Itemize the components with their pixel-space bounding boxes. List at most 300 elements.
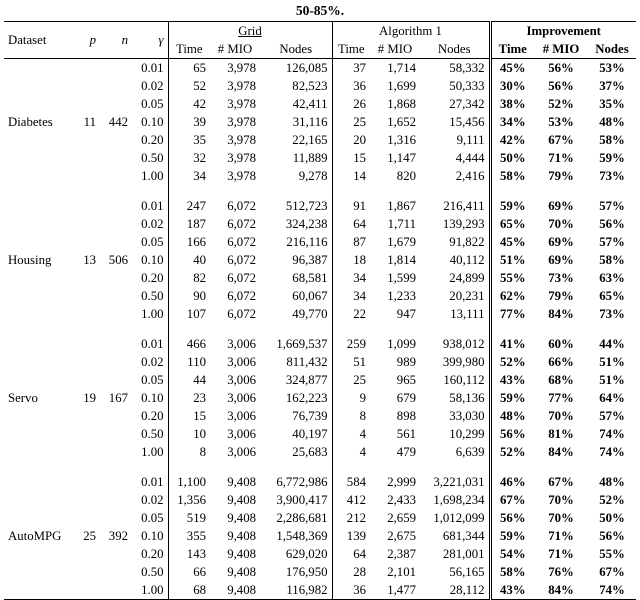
grid-nodes-cell: 82,523 (260, 77, 332, 95)
n-value-cell (100, 77, 132, 95)
improvement-nodes-cell: 37% (599, 79, 625, 93)
spacer-cell (100, 461, 132, 473)
algorithm1-nodes-cell: 2,416 (455, 169, 485, 183)
p-value-cell: 25 (83, 529, 96, 543)
gamma-value-cell: 0.05 (132, 371, 168, 389)
algorithm1-time-cell: 25 (353, 373, 366, 387)
grid-nodes-cell: 76,739 (260, 407, 332, 425)
grid-nodes-cell: 116,982 (260, 581, 332, 600)
n-value-cell: 506 (108, 253, 128, 267)
improvement-nodes-cell: 55% (599, 547, 625, 561)
table-row (4, 149, 636, 167)
table-row (4, 113, 636, 131)
dataset-name-cell (4, 425, 74, 443)
algorithm1-time-header: Time (337, 42, 365, 56)
col-header-n: n (121, 33, 128, 47)
group-spacer-row (4, 185, 636, 197)
col-header-p: p (89, 33, 96, 47)
spacer-cell (534, 461, 588, 473)
table-caption: 50-85%. (295, 3, 345, 18)
table-row (4, 425, 636, 443)
col-header-gamma: γ (132, 22, 168, 59)
p-value-cell (74, 197, 100, 215)
grid-mio-cell: 3,978 (227, 115, 256, 129)
improvement-time-cell: 56% (490, 425, 534, 443)
gamma-value-cell: 0.05 (132, 233, 168, 251)
p-value-cell: 11 (83, 115, 96, 129)
grid-time-cell: 8 (199, 445, 206, 459)
grid-mio-cell: 6,072 (227, 289, 256, 303)
improvement-nodes-cell: 65% (599, 289, 625, 303)
improvement-nodes-cell: 67% (599, 565, 625, 579)
grid-time-cell: 52 (193, 79, 206, 93)
algorithm1-nodes-cell: 20,231 (449, 289, 485, 303)
improvement-time-cell: 42% (490, 131, 534, 149)
algorithm1-nodes-cell: 681,344 (442, 529, 485, 543)
table-row (4, 131, 636, 149)
grid-time-cell: 110 (187, 355, 206, 369)
improvement-mio-cell: 70% (548, 493, 574, 507)
grid-mio-cell: 3,978 (227, 151, 256, 165)
algorithm1-mio-cell: 1,699 (387, 79, 416, 93)
grid-time-cell: 143 (186, 547, 206, 561)
grid-time-cell: 519 (186, 511, 206, 525)
gamma-value-cell: 0.05 (132, 95, 168, 113)
improvement-time-cell: 45% (490, 233, 534, 251)
grid-nodes-cell: 324,238 (260, 215, 332, 233)
gamma-value-cell: 0.20 (132, 407, 168, 425)
col-header-dataset: Dataset (8, 33, 47, 47)
dataset-name-cell (4, 563, 74, 581)
gamma-value-cell: 0.50 (132, 563, 168, 581)
spacer-cell (370, 461, 420, 473)
grid-mio-cell: 6,072 (227, 271, 256, 285)
gamma-value-cell: 0.01 (132, 335, 168, 353)
grid-mio-cell: 6,072 (227, 235, 256, 249)
gamma-value-cell: 0.50 (132, 425, 168, 443)
spacer-cell (588, 323, 636, 335)
improvement-time-cell: 58% (490, 167, 534, 185)
algorithm1-mio-cell: 1,814 (387, 253, 416, 267)
improvement-time-cell: 67% (490, 491, 534, 509)
algorithm1-mio-cell: 2,101 (387, 565, 416, 579)
n-value-cell (100, 443, 132, 461)
algorithm1-time-cell: 20 (353, 133, 366, 147)
grid-time-cell: 355 (186, 529, 206, 543)
dataset-name-cell (4, 443, 74, 461)
grid-time-cell: 39 (193, 115, 206, 129)
grid-time-cell: 1,100 (177, 475, 206, 489)
table-row (4, 491, 636, 509)
gamma-value-cell: 0.20 (132, 131, 168, 149)
n-value-cell (100, 95, 132, 113)
algorithm1-mio-cell: 1,867 (387, 199, 416, 213)
algorithm1-nodes-cell: 56,165 (449, 565, 485, 579)
grid-time-cell: 35 (193, 133, 206, 147)
spacer-cell (168, 461, 210, 473)
table-row (4, 527, 636, 545)
improvement-mio-cell: 70% (548, 217, 574, 231)
p-value-cell (74, 563, 100, 581)
improvement-mio-cell: 84% (548, 445, 574, 459)
grid-mio-header: # MIO (217, 42, 253, 56)
p-value-cell (74, 425, 100, 443)
dataset-name-cell: Servo (8, 391, 38, 405)
algorithm1-time-cell: 34 (353, 271, 366, 285)
grid-mio-cell: 9,408 (227, 511, 256, 525)
dataset-name-cell (4, 407, 74, 425)
n-value-cell (100, 197, 132, 215)
grid-time-cell: 166 (186, 235, 206, 249)
p-value-cell (74, 581, 100, 600)
algorithm1-mio-cell: 2,999 (387, 475, 416, 489)
grid-mio-cell: 6,072 (227, 307, 256, 321)
n-value-cell (100, 581, 132, 600)
dataset-name-cell (4, 95, 74, 113)
n-value-cell (100, 287, 132, 305)
improvement-mio-cell: 60% (548, 337, 574, 351)
grid-mio-cell: 3,006 (227, 445, 256, 459)
table-row (4, 233, 636, 251)
algorithm1-nodes-cell: 24,899 (449, 271, 485, 285)
gamma-value-cell: 0.10 (132, 251, 168, 269)
grid-mio-cell: 9,408 (227, 565, 256, 579)
n-value-cell (100, 269, 132, 287)
algorithm1-mio-cell: 1,711 (387, 217, 416, 231)
p-value-cell (74, 95, 100, 113)
dataset-name-cell (4, 131, 74, 149)
improvement-mio-cell: 77% (548, 391, 574, 405)
algorithm1-mio-cell: 1,652 (387, 115, 416, 129)
n-value-cell (100, 233, 132, 251)
grid-nodes-cell: 3,900,417 (260, 491, 332, 509)
p-value-cell (74, 407, 100, 425)
dataset-name-cell (4, 215, 74, 233)
table-row (4, 215, 636, 233)
improvement-mio-cell: 53% (548, 115, 574, 129)
spacer-cell (332, 185, 370, 197)
grid-time-cell: 34 (193, 169, 206, 183)
spacer-cell (210, 323, 260, 335)
algorithm1-mio-cell: 679 (396, 391, 416, 405)
grid-mio-cell: 3,006 (227, 427, 256, 441)
grid-group-label: Grid (238, 24, 262, 38)
algorithm1-nodes-cell: 50,333 (449, 79, 485, 93)
gamma-value-cell: 0.02 (132, 491, 168, 509)
gamma-value-cell: 0.05 (132, 509, 168, 527)
algorithm1-mio-cell: 479 (396, 445, 416, 459)
improvement-time-cell: 43% (490, 371, 534, 389)
algorithm1-mio-cell: 1,233 (387, 289, 416, 303)
improvement-time-cell: 58% (490, 563, 534, 581)
dataset-name-cell (4, 287, 74, 305)
gamma-value-cell: 0.02 (132, 77, 168, 95)
table-row (4, 197, 636, 215)
spacer-cell (132, 461, 168, 473)
improvement-time-cell: 54% (490, 545, 534, 563)
algorithm1-time-cell: 36 (353, 583, 366, 597)
grid-mio-cell: 3,978 (227, 169, 256, 183)
algorithm1-nodes-cell: 10,299 (449, 427, 485, 441)
gamma-value-cell: 1.00 (132, 581, 168, 600)
improvement-nodes-cell: 56% (599, 217, 625, 231)
spacer-cell (534, 185, 588, 197)
p-value-cell (74, 287, 100, 305)
improvement-nodes-cell: 73% (599, 307, 625, 321)
improvement-time-cell: 56% (490, 509, 534, 527)
grid-time-cell: 10 (193, 427, 206, 441)
improvement-mio-cell: 84% (548, 307, 574, 321)
algorithm1-mio-cell: 898 (396, 409, 416, 423)
p-value-cell (74, 149, 100, 167)
algorithm1-time-cell: 15 (353, 151, 366, 165)
spacer-cell (420, 185, 490, 197)
improvement-time-cell: 55% (490, 269, 534, 287)
gamma-value-cell: 0.10 (132, 527, 168, 545)
improvement-mio-cell: 84% (548, 583, 574, 597)
grid-time-cell: 107 (186, 307, 206, 321)
table-row (4, 509, 636, 527)
algorithm1-time-cell: 139 (346, 529, 366, 543)
spacer-cell (74, 185, 100, 197)
improvement-time-cell: 34% (490, 113, 534, 131)
gamma-value-cell: 0.10 (132, 389, 168, 407)
p-value-cell (74, 77, 100, 95)
table-row (4, 251, 636, 269)
improvement-mio-cell: 67% (548, 133, 574, 147)
grid-nodes-cell: 1,548,369 (260, 527, 332, 545)
improvement-nodes-cell: 51% (599, 355, 625, 369)
results-table (4, 21, 636, 600)
spacer-cell (260, 185, 332, 197)
algorithm1-nodes-cell: 28,112 (449, 583, 485, 597)
grid-time-header: Time (175, 42, 203, 56)
algorithm1-nodes-cell: 15,456 (449, 115, 485, 129)
algorithm1-nodes-cell: 13,111 (450, 307, 485, 321)
grid-time-cell: 187 (186, 217, 206, 231)
grid-time-cell: 23 (193, 391, 206, 405)
grid-time-cell: 1,356 (177, 493, 206, 507)
improvement-mio-cell: 71% (548, 151, 574, 165)
grid-time-cell: 32 (193, 151, 206, 165)
dataset-name-cell (4, 371, 74, 389)
p-value-cell (74, 371, 100, 389)
improvement-nodes-cell: 57% (599, 199, 625, 213)
grid-nodes-cell: 216,116 (260, 233, 332, 251)
grid-nodes-cell: 512,723 (260, 197, 332, 215)
grid-nodes-cell: 176,950 (260, 563, 332, 581)
algorithm1-nodes-cell: 91,822 (449, 235, 485, 249)
algorithm1-mio-cell: 2,675 (387, 529, 416, 543)
improvement-nodes-cell: 48% (599, 115, 625, 129)
n-value-cell (100, 371, 132, 389)
algorithm1-mio-cell: 989 (396, 355, 416, 369)
improvement-time-cell: 51% (490, 251, 534, 269)
dataset-name-cell (4, 353, 74, 371)
algorithm1-time-cell: 584 (346, 475, 366, 489)
improvement-mio-cell: 67% (548, 475, 574, 489)
improvement-time-cell: 46% (490, 473, 534, 491)
grid-nodes-cell: 1,669,537 (260, 335, 332, 353)
improvement-mio-cell: 56% (548, 61, 574, 75)
spacer-cell (132, 185, 168, 197)
spacer-cell (4, 461, 74, 473)
n-value-cell (100, 491, 132, 509)
algorithm1-nodes-cell: 6,639 (455, 445, 485, 459)
table-row (4, 305, 636, 323)
improvement-time-cell: 59% (490, 389, 534, 407)
improvement-nodes-cell: 44% (599, 337, 625, 351)
algorithm1-nodes-cell: 1,698,234 (433, 493, 485, 507)
table-row (4, 59, 636, 78)
algorithm1-mio-cell: 1,477 (387, 583, 416, 597)
spacer-cell (260, 323, 332, 335)
table-row (4, 407, 636, 425)
p-value-cell (74, 167, 100, 185)
grid-mio-cell: 3,006 (227, 337, 256, 351)
grid-time-cell: 466 (186, 337, 206, 351)
improvement-mio-cell: 79% (548, 169, 574, 183)
grid-mio-cell: 6,072 (227, 253, 256, 267)
improvement-time-cell: 52% (490, 353, 534, 371)
spacer-cell (490, 461, 534, 473)
algorithm1-time-cell: 14 (353, 169, 366, 183)
spacer-cell (588, 461, 636, 473)
algorithm1-time-cell: 9 (359, 391, 366, 405)
algorithm1-nodes-cell: 33,030 (449, 409, 485, 423)
spacer-cell (74, 461, 100, 473)
gamma-value-cell: 0.01 (132, 473, 168, 491)
p-value-cell: 13 (83, 253, 96, 267)
spacer-cell (260, 461, 332, 473)
improvement-nodes-cell: 74% (599, 445, 625, 459)
spacer-cell (490, 185, 534, 197)
dataset-name-cell (4, 59, 74, 78)
improvement-nodes-cell: 57% (599, 409, 625, 423)
improvement-time-cell: 50% (490, 149, 534, 167)
algorithm1-mio-header: # MIO (377, 42, 413, 56)
table-row (4, 287, 636, 305)
p-value-cell (74, 233, 100, 251)
algorithm1-time-cell: 91 (353, 199, 366, 213)
p-value-cell (74, 353, 100, 371)
table-row (4, 545, 636, 563)
dataset-name-cell (4, 335, 74, 353)
improvement-mio-cell: 69% (548, 199, 574, 213)
grid-time-cell: 247 (186, 199, 206, 213)
dataset-name-cell (4, 77, 74, 95)
grid-nodes-cell: 49,770 (260, 305, 332, 323)
algorithm1-time-cell: 212 (346, 511, 366, 525)
n-value-cell (100, 335, 132, 353)
dataset-name-cell (4, 149, 74, 167)
group-spacer-row (4, 323, 636, 335)
algorithm1-time-cell: 37 (353, 61, 366, 75)
improvement-nodes-cell: 58% (599, 253, 625, 267)
p-value-cell (74, 443, 100, 461)
improvement-nodes-cell: 50% (599, 511, 625, 525)
grid-mio-cell: 9,408 (227, 475, 256, 489)
algorithm1-time-cell: 51 (353, 355, 366, 369)
algorithm1-time-cell: 259 (346, 337, 366, 351)
improvement-nodes-header: Nodes (595, 42, 629, 56)
spacer-cell (370, 323, 420, 335)
table-row (4, 389, 636, 407)
table-row (4, 371, 636, 389)
grid-nodes-cell: 162,223 (260, 389, 332, 407)
table-header (4, 22, 636, 59)
algorithm1-time-cell: 18 (353, 253, 366, 267)
improvement-mio-cell: 70% (548, 409, 574, 423)
grid-time-cell: 82 (193, 271, 206, 285)
grid-nodes-cell: 629,020 (260, 545, 332, 563)
gamma-value-cell: 0.20 (132, 269, 168, 287)
table-row (4, 443, 636, 461)
grid-nodes-cell: 25,683 (260, 443, 332, 461)
dataset-name-cell (4, 509, 74, 527)
algorithm1-nodes-cell: 160,112 (443, 373, 485, 387)
gamma-value-cell: 0.10 (132, 113, 168, 131)
gamma-value-cell: 0.01 (132, 59, 168, 78)
gamma-value-cell: 0.50 (132, 287, 168, 305)
grid-mio-cell: 3,978 (227, 133, 256, 147)
n-value-cell (100, 167, 132, 185)
algorithm1-nodes-cell: 4,444 (455, 151, 485, 165)
algorithm1-time-cell: 4 (359, 445, 366, 459)
table-body (4, 59, 636, 600)
dataset-name-cell (4, 197, 74, 215)
n-value-cell (100, 59, 132, 78)
grid-nodes-cell: 22,165 (260, 131, 332, 149)
dataset-name-cell (4, 473, 74, 491)
grid-nodes-cell: 68,581 (260, 269, 332, 287)
improvement-nodes-cell: 57% (599, 235, 625, 249)
grid-time-cell: 90 (193, 289, 206, 303)
n-value-cell (100, 215, 132, 233)
improvement-mio-cell: 76% (548, 565, 574, 579)
spacer-cell (490, 323, 534, 335)
improvement-time-cell: 30% (490, 77, 534, 95)
spacer-cell (4, 185, 74, 197)
grid-nodes-cell: 9,278 (260, 167, 332, 185)
algorithm1-mio-cell: 820 (396, 169, 416, 183)
algorithm1-mio-cell: 2,659 (387, 511, 416, 525)
improvement-nodes-cell: 74% (599, 583, 625, 597)
dataset-name-cell (4, 233, 74, 251)
dataset-name-cell (4, 167, 74, 185)
improvement-nodes-cell: 59% (599, 151, 625, 165)
n-value-cell (100, 509, 132, 527)
dataset-name-cell (4, 269, 74, 287)
improvement-nodes-cell: 73% (599, 169, 625, 183)
group-header-grid (168, 22, 332, 41)
algorithm1-mio-cell: 1,099 (387, 337, 416, 351)
algorithm1-mio-cell: 561 (396, 427, 416, 441)
spacer-cell (420, 461, 490, 473)
improvement-time-cell: 62% (490, 287, 534, 305)
dataset-name-cell: Housing (8, 253, 52, 267)
improvement-mio-cell: 69% (548, 253, 574, 267)
grid-mio-cell: 6,072 (227, 199, 256, 213)
algorithm1-time-cell: 412 (346, 493, 366, 507)
improvement-nodes-cell: 58% (599, 133, 625, 147)
grid-time-cell: 40 (193, 253, 206, 267)
algorithm1-nodes-cell: 938,012 (442, 337, 485, 351)
group-header-algorithm1: Algorithm 1 (379, 24, 442, 38)
spacer-cell (100, 323, 132, 335)
spacer-cell (74, 323, 100, 335)
improvement-time-cell: 59% (490, 527, 534, 545)
